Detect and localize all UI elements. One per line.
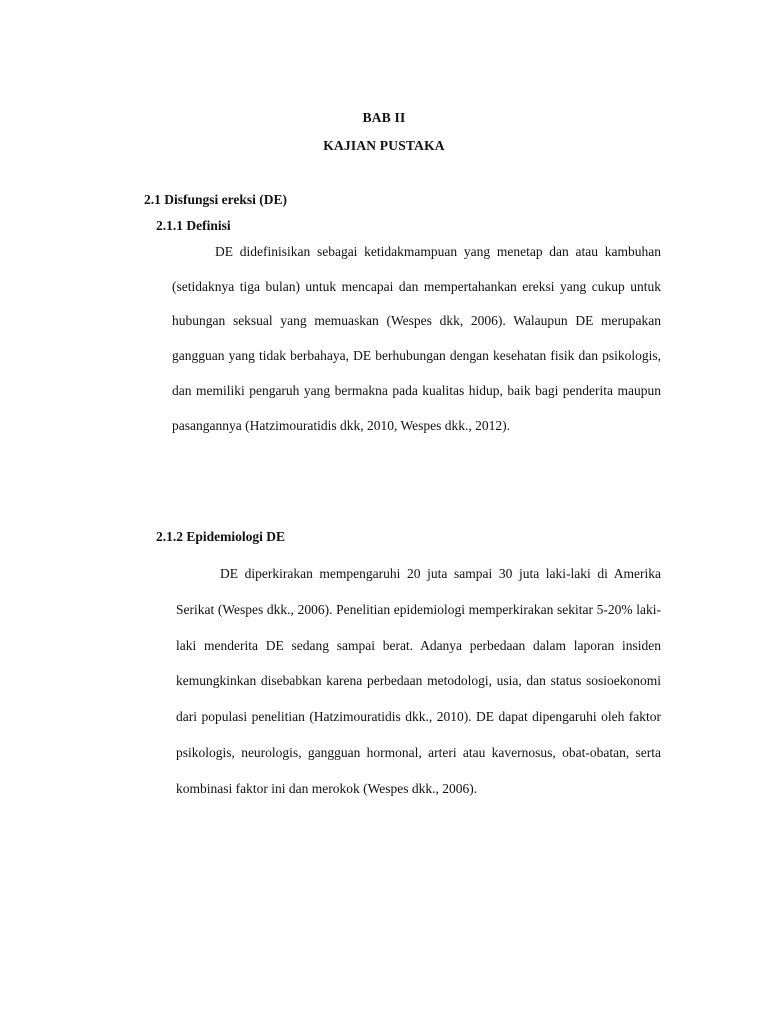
subsection-heading-definisi: 2.1.1 Definisi [156, 218, 231, 233]
chapter-label: BAB II [362, 110, 406, 125]
subsection-heading-epidemiologi: 2.1.2 Epidemiologi DE [156, 529, 286, 544]
chapter-title: KAJIAN PUSTAKA [323, 138, 445, 153]
section-heading: 2.1 Disfungsi ereksi (DE) [144, 192, 288, 207]
paragraph-epidemiologi: DE diperkirakan mempengaruhi 20 juta sampai 30 juta laki-laki di Amerika Serikat (Wespes dkk., 2006). Penelitian epidemiologi memperkirakan sekitar 5-20% laki-laki menderita DE sedang sampai berat. Adanya perbedaan dalam laporan insiden kemungkinkan disebabkan karena perbedaan metodologi, usia, dan status sosioekonomi dari populasi penelitian (Hatzimouratidis dkk., 2010). DE dapat dipengaruhi oleh faktor psikologis, neurologis, gangguan hormonal, arteri atau kavernosus, obat-obatan, serta kombinasi faktor ini dan merokok (Wespes dkk., 2006). [176, 566, 661, 796]
paragraph-definisi: DE didefinisikan sebagai ketidakmampuan yang menetap dan atau kambuhan (setidaknya tiga bulan) untuk mencapai dan mempertahankan ereksi yang cukup untuk hubungan seksual yang memuaskan (Wespes dkk, 2006). Walaupun DE merupakan gangguan yang tidak berbahaya, DE berhubungan dengan kesehatan fisik dan psikologis, dan memiliki pengaruh yang bermakna pada kualitas hidup, baik bagi penderita maupun pasangannya (Hatzimouratidis dkk, 2010, Wespes dkk., 2012). [172, 244, 661, 433]
